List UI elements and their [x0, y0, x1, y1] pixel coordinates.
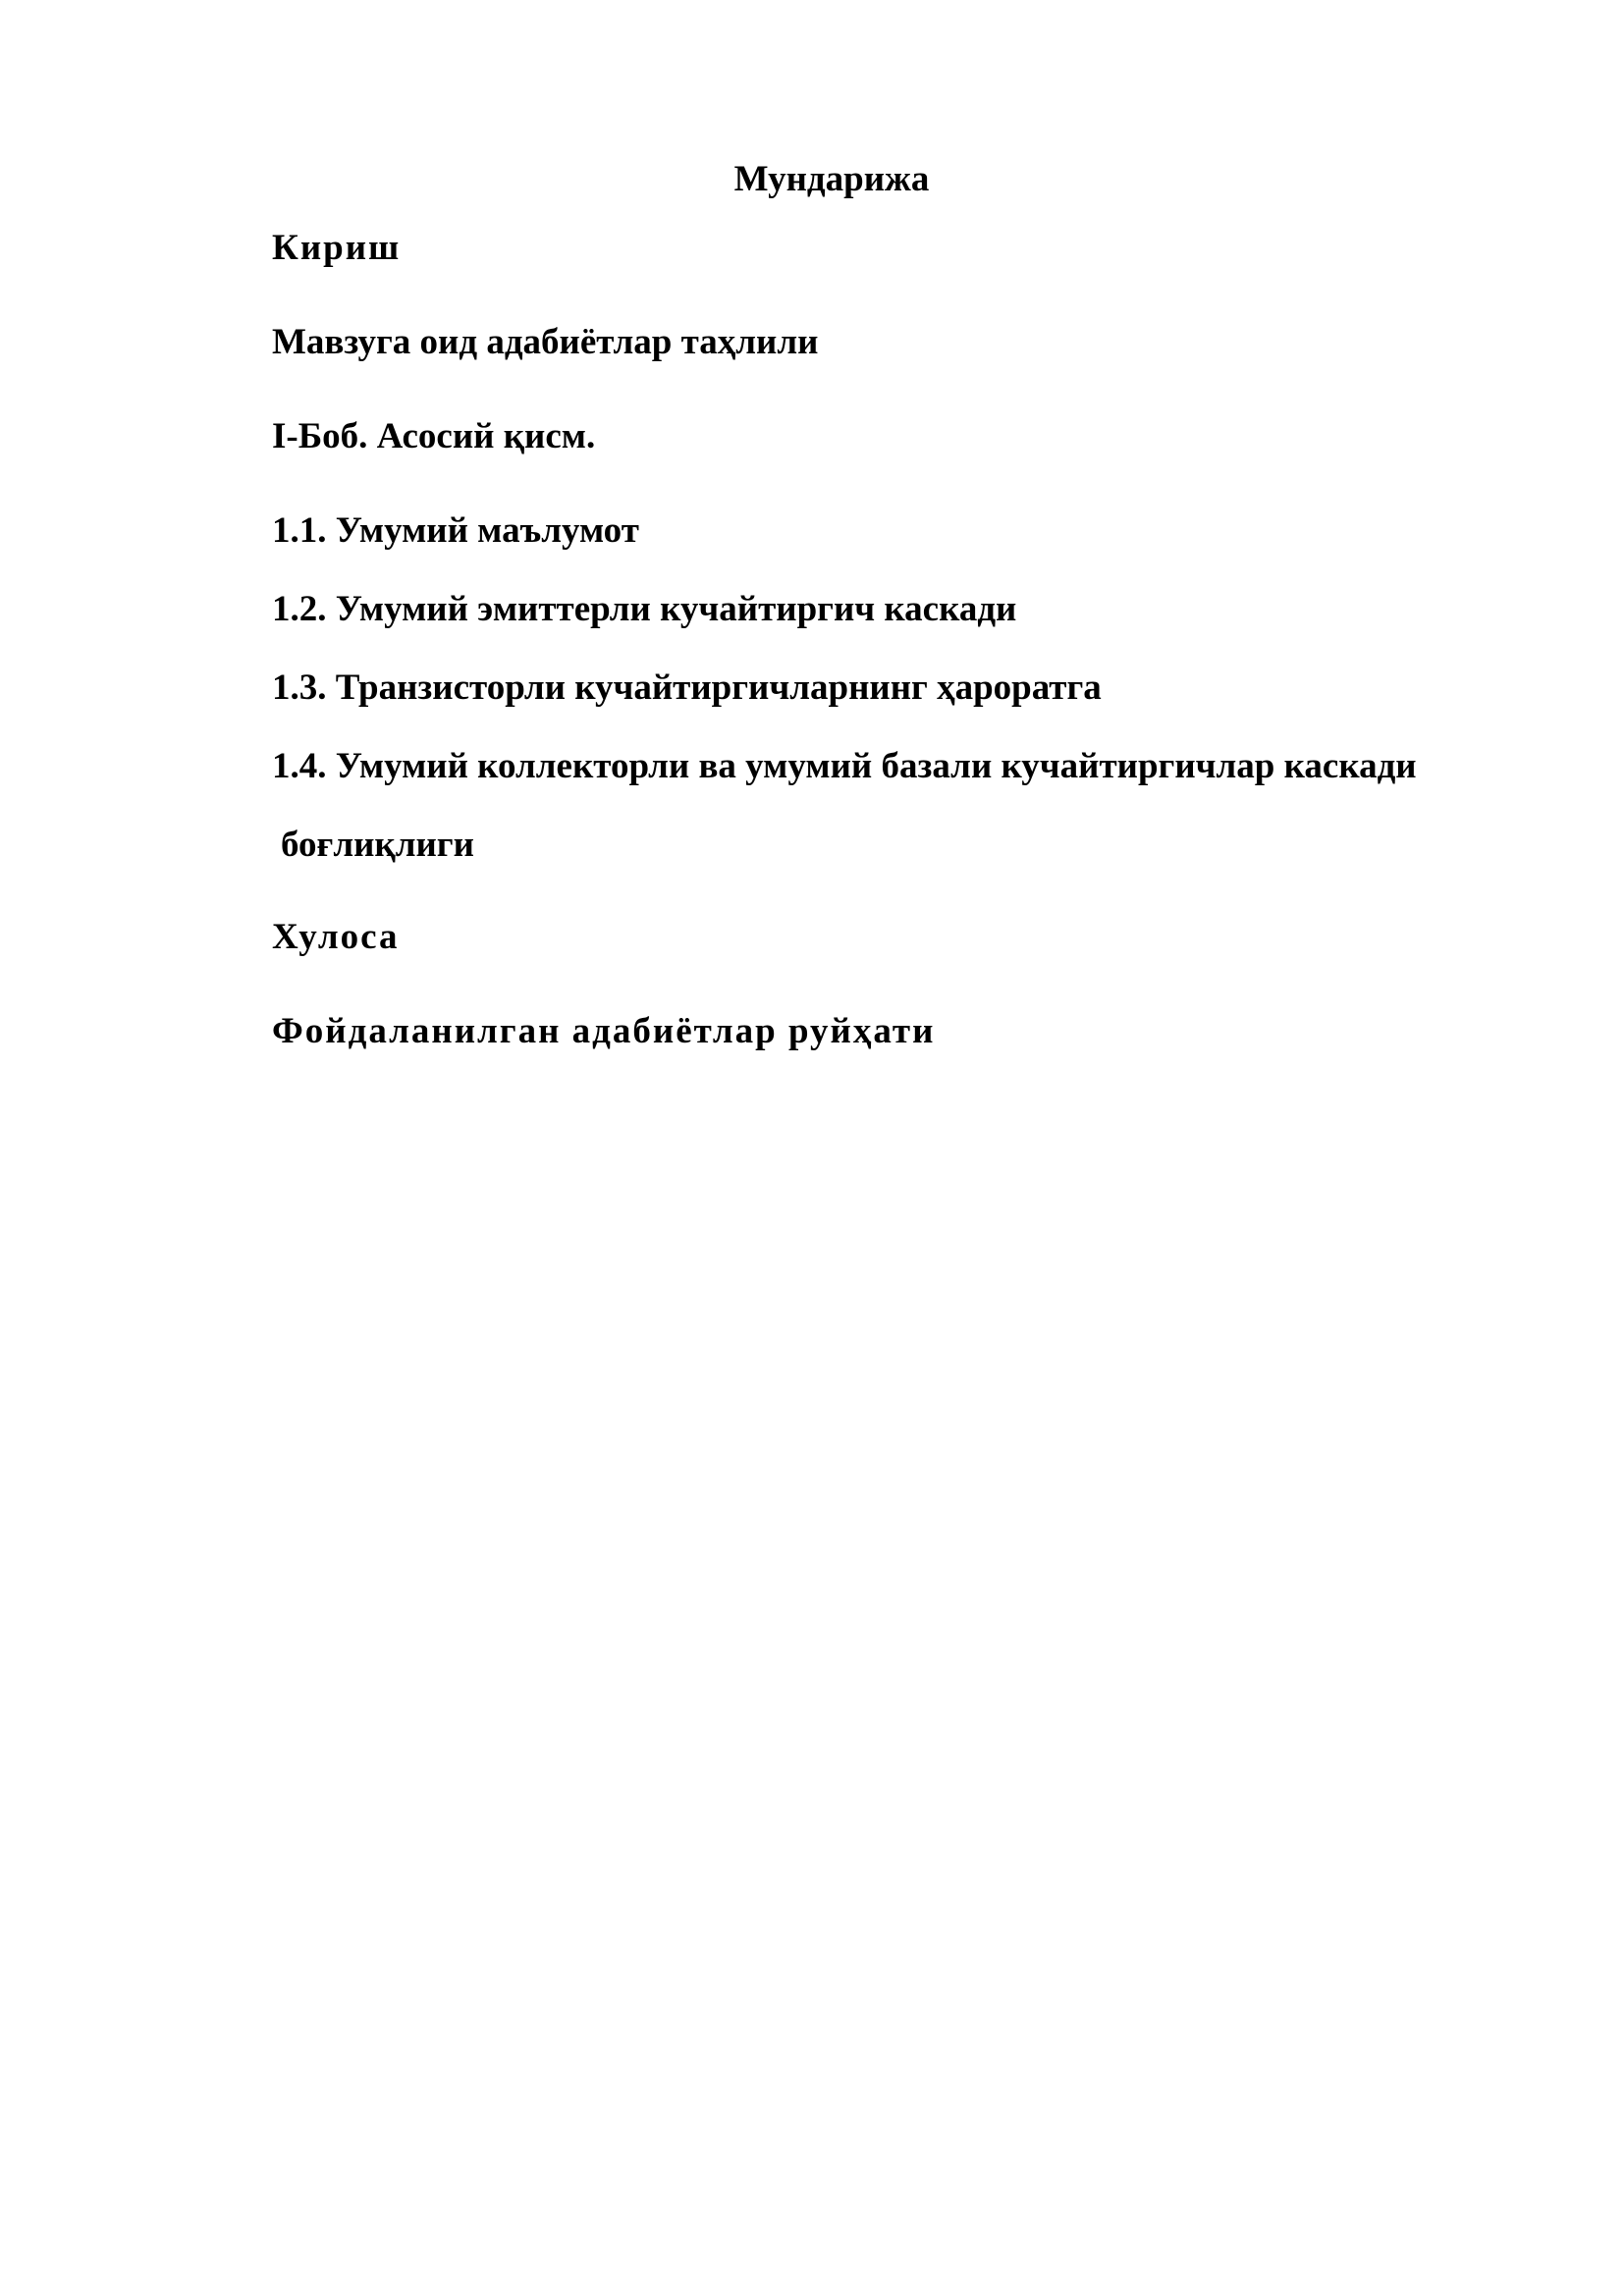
toc-entry-1-1: 1.1. Умумий маълумот	[272, 510, 639, 551]
toc-entry-1-3: 1.3. Транзисторли кучайтиргичларнинг ҳароратга	[272, 667, 1102, 708]
toc-entry-conclusion: Хулоса	[272, 917, 400, 957]
page-title: Мундарижа	[733, 159, 930, 199]
toc-entry-1-2: 1.2. Умумий эмиттерли кучайтиргич каскади	[272, 589, 1017, 629]
toc-entry-introduction: Кириш	[272, 228, 402, 268]
toc-entry-1-4: 1.4. Умумий коллекторли ва умумий базали кучайтиргичлар каскади	[272, 746, 1417, 786]
toc-entry-references: Фойдаланилган адабиётлар руйҳати	[272, 1011, 936, 1051]
toc-entry-1-4-continuation: боғлиқлиги	[281, 825, 474, 865]
toc-entry-chapter-1: I-Боб. Асосий қисм.	[272, 416, 596, 456]
toc-entry-literature-review: Мавзуга оид адабиётлар таҳлили	[272, 322, 819, 362]
